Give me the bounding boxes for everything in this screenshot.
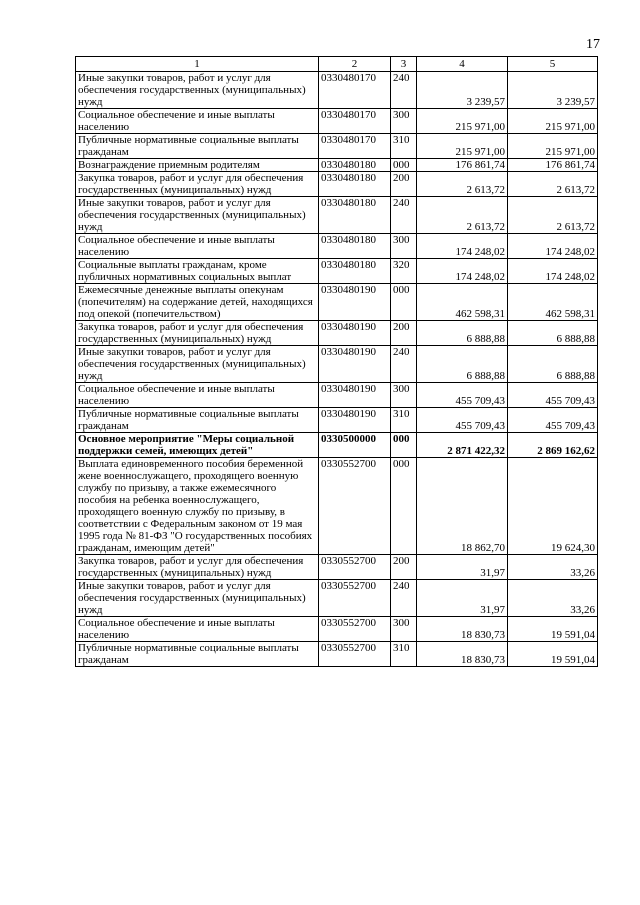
row-code-cell: 0330480180 [319,197,391,234]
row-code-cell: 0330552700 [319,458,391,555]
table-row [76,284,598,321]
row-type-cell: 200 [391,172,417,197]
row-name-cell: Социальное обеспечение и иные выплаты населению [76,234,319,259]
row-type-cell: 240 [391,197,417,234]
row-amount-2-cell: 19 624,30 [508,458,598,555]
table-row [76,555,598,580]
row-code-cell: 0330480180 [319,234,391,259]
row-name-cell: Закупка товаров, работ и услуг для обеспечения государственных (муниципальных) нужд [76,172,319,197]
row-amount-2-cell: 174 248,02 [508,259,598,284]
row-code-cell: 0330500000 [319,433,391,458]
row-name-cell: Социальные выплаты гражданам, кроме публичных нормативных социальных выплат [76,259,319,284]
row-name-cell: Иные закупки товаров, работ и услуг для обеспечения государственных (муниципальных) нужд [76,346,319,383]
row-type-cell: 240 [391,72,417,109]
table-row [76,433,598,458]
row-amount-1-cell: 174 248,02 [417,259,508,284]
row-type-cell: 200 [391,555,417,580]
row-type-cell: 240 [391,580,417,617]
row-name-cell: Социальное обеспечение и иные выплаты населению [76,383,319,408]
table-row [76,383,598,408]
row-type-cell: 320 [391,259,417,284]
row-amount-1-cell: 6 888,88 [417,346,508,383]
row-name-cell: Основное мероприятие "Меры социальной поддержки семей, имеющих детей" [76,433,319,458]
row-code-cell: 0330552700 [319,617,391,642]
row-amount-1-cell: 2 871 422,32 [417,433,508,458]
row-code-cell: 0330552700 [319,580,391,617]
row-type-cell: 000 [391,458,417,555]
row-amount-1-cell: 31,97 [417,580,508,617]
row-amount-2-cell: 19 591,04 [508,642,598,667]
table-row [76,197,598,234]
table-row [76,109,598,134]
row-amount-2-cell: 6 888,88 [508,346,598,383]
column-header-type: 3 [391,57,417,72]
row-type-cell: 310 [391,642,417,667]
row-type-cell: 310 [391,408,417,433]
row-amount-2-cell: 33,26 [508,555,598,580]
row-name-cell: Публичные нормативные социальные выплаты гражданам [76,642,319,667]
row-amount-1-cell: 215 971,00 [417,134,508,159]
table-row [76,617,598,642]
row-amount-2-cell: 215 971,00 [508,134,598,159]
row-code-cell: 0330480190 [319,408,391,433]
row-name-cell: Ежемесячные денежные выплаты опекунам (попечителям) на содержание детей, находящихся под опекой (попечительством) [76,284,319,321]
row-amount-1-cell: 18 830,73 [417,617,508,642]
row-amount-2-cell: 215 971,00 [508,109,598,134]
row-type-cell: 000 [391,159,417,172]
row-type-cell: 300 [391,109,417,134]
table-row [76,408,598,433]
row-amount-1-cell: 455 709,43 [417,383,508,408]
row-amount-1-cell: 2 613,72 [417,172,508,197]
row-amount-2-cell: 176 861,74 [508,159,598,172]
row-type-cell: 310 [391,134,417,159]
table-row [76,321,598,346]
row-amount-2-cell: 2 869 162,62 [508,433,598,458]
table-row [76,72,598,109]
row-amount-1-cell: 176 861,74 [417,159,508,172]
row-amount-1-cell: 31,97 [417,555,508,580]
row-type-cell: 000 [391,433,417,458]
table-header-row [76,57,598,72]
table-row [76,642,598,667]
table-row [76,172,598,197]
row-name-cell: Выплата единовременного пособия беременной жене военнослужащего, проходящего военную службу по призыву, а также ежемесячного пособия на ребенка военнослужащего, проходящего военную службу по призыву, в соответствии с Федеральным законом от 19 мая 1995 года № 81-ФЗ "О государственных пособиях гражданам, имеющим детей" [76,458,319,555]
row-code-cell: 0330480180 [319,159,391,172]
row-name-cell: Закупка товаров, работ и услуг для обеспечения государственных (муниципальных) нужд [76,555,319,580]
row-amount-2-cell: 33,26 [508,580,598,617]
row-type-cell: 300 [391,234,417,259]
row-name-cell: Иные закупки товаров, работ и услуг для обеспечения государственных (муниципальных) нужд [76,197,319,234]
row-amount-2-cell: 2 613,72 [508,172,598,197]
row-code-cell: 0330480170 [319,72,391,109]
row-type-cell: 200 [391,321,417,346]
row-type-cell: 300 [391,383,417,408]
row-amount-2-cell: 455 709,43 [508,383,598,408]
row-amount-1-cell: 6 888,88 [417,321,508,346]
row-code-cell: 0330480180 [319,172,391,197]
row-name-cell: Закупка товаров, работ и услуг для обеспечения государственных (муниципальных) нужд [76,321,319,346]
row-amount-1-cell: 18 862,70 [417,458,508,555]
row-amount-2-cell: 455 709,43 [508,408,598,433]
table-row [76,580,598,617]
row-amount-2-cell: 174 248,02 [508,234,598,259]
row-code-cell: 0330480190 [319,383,391,408]
row-name-cell: Иные закупки товаров, работ и услуг для обеспечения государственных (муниципальных) нужд [76,580,319,617]
row-type-cell: 240 [391,346,417,383]
row-amount-1-cell: 215 971,00 [417,109,508,134]
table-row [76,234,598,259]
row-name-cell: Социальное обеспечение и иные выплаты населению [76,617,319,642]
row-code-cell: 0330552700 [319,642,391,667]
row-amount-1-cell: 462 598,31 [417,284,508,321]
row-type-cell: 300 [391,617,417,642]
page-number: 17 [586,37,600,52]
row-amount-1-cell: 18 830,73 [417,642,508,667]
table-row [76,458,598,555]
row-code-cell: 0330480190 [319,321,391,346]
row-amount-2-cell: 462 598,31 [508,284,598,321]
column-header-name: 1 [76,57,319,72]
column-header-code: 2 [319,57,391,72]
row-code-cell: 0330552700 [319,555,391,580]
table-row [76,346,598,383]
row-code-cell: 0330480190 [319,346,391,383]
row-amount-2-cell: 2 613,72 [508,197,598,234]
budget-table [75,56,598,667]
row-name-cell: Публичные нормативные социальные выплаты гражданам [76,408,319,433]
table-row [76,259,598,284]
column-header-amount-1: 4 [417,57,508,72]
column-header-amount-2: 5 [508,57,598,72]
row-amount-2-cell: 3 239,57 [508,72,598,109]
row-code-cell: 0330480170 [319,109,391,134]
row-amount-1-cell: 455 709,43 [417,408,508,433]
row-name-cell: Социальное обеспечение и иные выплаты населению [76,109,319,134]
row-amount-1-cell: 174 248,02 [417,234,508,259]
row-amount-1-cell: 3 239,57 [417,72,508,109]
row-amount-1-cell: 2 613,72 [417,197,508,234]
row-name-cell: Иные закупки товаров, работ и услуг для обеспечения государственных (муниципальных) нужд [76,72,319,109]
row-amount-2-cell: 6 888,88 [508,321,598,346]
row-code-cell: 0330480180 [319,259,391,284]
table-row [76,134,598,159]
table-row [76,159,598,172]
row-type-cell: 000 [391,284,417,321]
row-code-cell: 0330480170 [319,134,391,159]
row-code-cell: 0330480190 [319,284,391,321]
row-name-cell: Публичные нормативные социальные выплаты гражданам [76,134,319,159]
row-amount-2-cell: 19 591,04 [508,617,598,642]
row-name-cell: Вознаграждение приемным родителям [76,159,319,172]
